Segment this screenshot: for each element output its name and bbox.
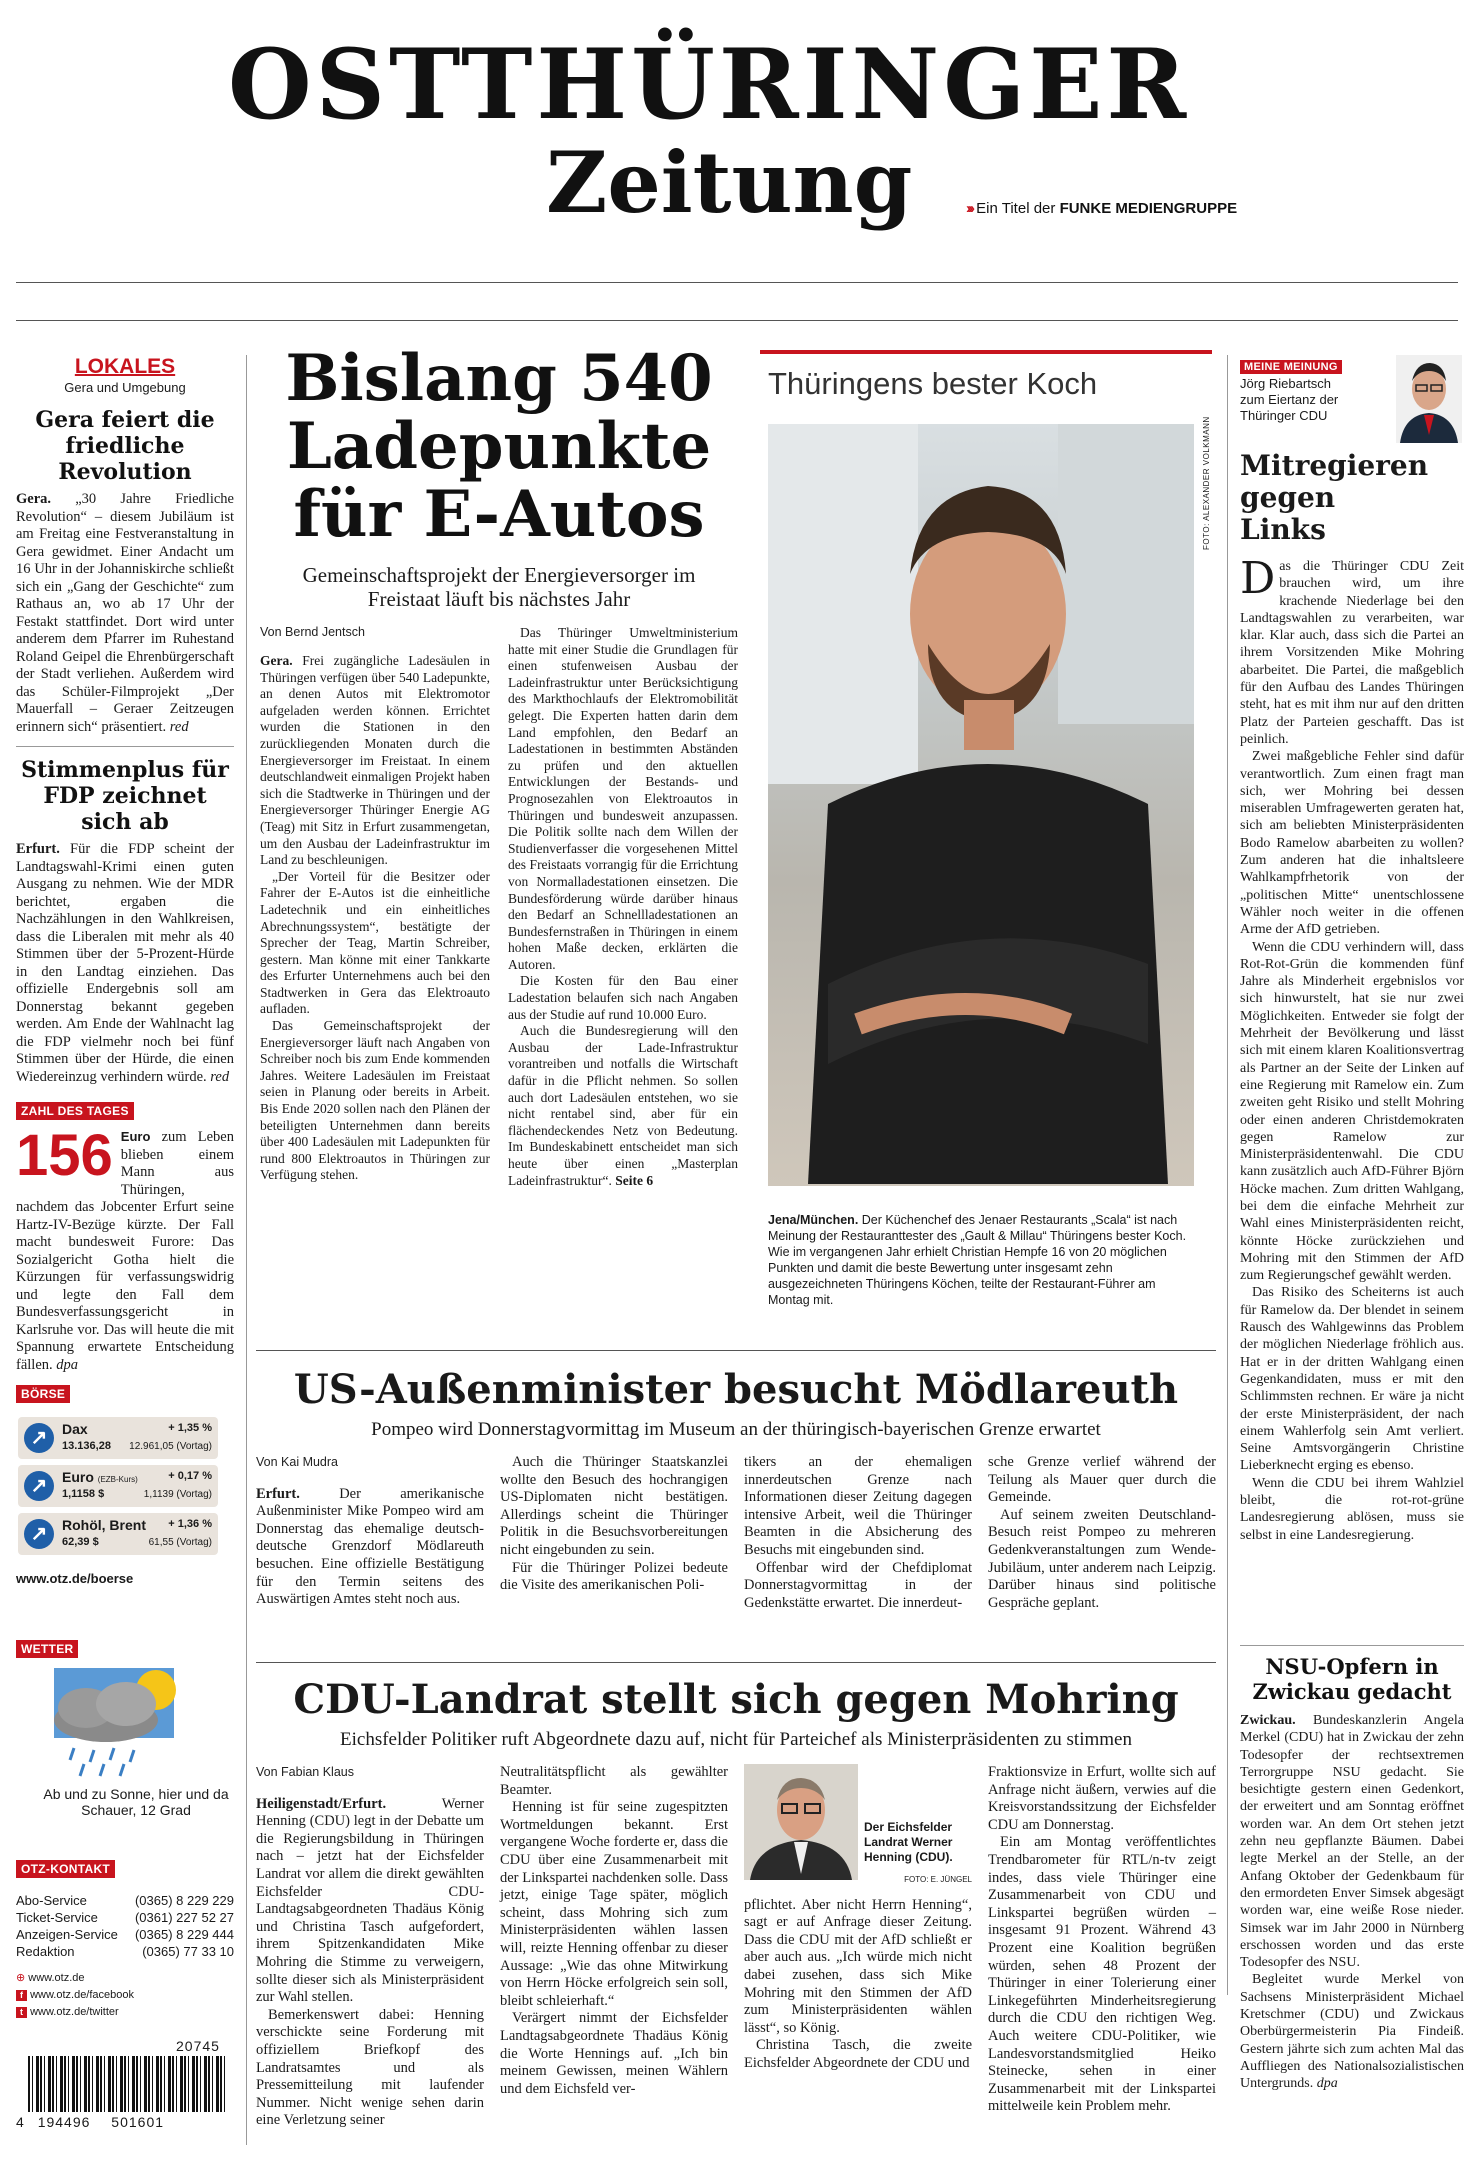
- boerse-tag: BÖRSE: [16, 1385, 70, 1403]
- cdu-col3-p2: Christina Tasch, die zweite Eichsfelder Abgeordnete der CDU und: [744, 2037, 972, 2071]
- barcode: [16, 2038, 234, 2148]
- photo-kicker: Thüringens bester Koch: [768, 366, 1098, 401]
- boerse-link[interactable]: www.otz.de/boerse: [16, 1571, 134, 1586]
- chef-portrait-image: [768, 424, 1194, 1186]
- us-story: [256, 1366, 1216, 1656]
- cdu-story: [256, 1676, 1216, 2146]
- rule-right-column: [1227, 355, 1228, 1995]
- kicker-rule: [760, 350, 1212, 354]
- henning-caption-wrap: [864, 1764, 972, 1889]
- masthead-title-line1: OSTTHÜRINGER: [228, 28, 1191, 141]
- cdu-col-1: [256, 1764, 484, 2130]
- us-col3-p2: Offenbar wird der Chefdiplomat Donnerstagvormittag in der Gedenkstätte erwartet. Die innerdeut-: [744, 1559, 972, 1611]
- kontakt-label: Abo-Service: [16, 1893, 87, 1908]
- section-header: [16, 355, 234, 397]
- cdu-col2-p2: Henning ist für seine zugespitzten Wortmeldungen bekannt. Erst vergangene Woche forderte er, dass die CDU über eine Zusammenarbeit mit der Linkspartei nachdenken solle. Dass jetzt, einige Tage später, möglich scheint, dass Mohring sich zum Ministerpräsidenten wählen lassen will, reizte Henning offenbar zu dieser Aussage: „Wie das ohne Mitwirkung von Herrn Höcke erfolgreich sein soll, bleibt schleierhaft.“: [500, 1799, 728, 2009]
- facebook-link-text: www.otz.de/facebook: [30, 1989, 135, 2001]
- cdu-col1-p1: Werner Henning (CDU) legt in der Debatte um die Regierungsbildung in Thüringen nach – jetzt hat der Eichsfelder Landrat vor allem die direkt gewählten Eichsfelder CDU-Landtagsabgeordneten Thadäus König und Christina Tasch aufgefordert, ihrem Spitzenkandidaten Mike Mohring die Stimme zu verweigern, sollte dieser sich als Ministerpräsident zur Wahl stellen.: [256, 1795, 484, 2006]
- story-fdp-headline: Stimmenplus für FDP zeichnet sich ab: [21, 757, 229, 835]
- henning-credit: FOTO: E. JÜNGEL: [904, 1875, 972, 1884]
- nsu-p2-wrap: [1240, 1971, 1464, 2092]
- nsu-text: [1240, 1712, 1464, 2093]
- lead-headline: [260, 341, 738, 552]
- kontakt-phone[interactable]: (0365) 8 229 229: [134, 1893, 234, 1908]
- caption-text: Der Küchenchef des Jenaer Restaurants „Scala“ ist nach Meinung der Restauranttester des „Gault & Millau“ Thüringens bester Koch. Wie im vergangenen Jahr erhielt Christian Hempfe 16 von 20 möglichen Punkten und damit die beste Bewertung unter insgesamt zehn ausgezeichneten Thüringens Köchen, teilte der Restaurant-Führer am Montag mit.: [768, 1213, 1187, 1307]
- us-col3-p1: tikers an der ehemaligen innerdeutschen Grenze nach Informationen dieser Zeitung dagegen intensive Arbeit, weil die Thüringer Beamten in die Absicherung des Besuchs mit eingebunden sind.: [744, 1454, 972, 1558]
- kontakt-list: [16, 1892, 234, 1960]
- us-col4-p1: sche Grenze verlief während der Teilung als Mauer quer durch die Gemeinde.: [988, 1454, 1216, 1506]
- lead-col2-p1: Das Thüringer Umweltministerium hatte mit einer Studie die Grundlagen für einen stufenweisen Ausbau der Ladeinfrastruktur unter Berücksichtigung des Markthochlaufs der Elektromobilität gelegt. Die Experten hatten darin dem Land empfohlen, den Bedarf an Ladestationen in bestimmten Abständen zu prüfen und den aktuellen Entwicklungen der Bestands- und Prognosezahlen von Elektroautos in Thüringen und bundesweit anzupassen. Die Politik sollte nach dem Willen der Studienverfasser die vorgesehenen Mittel des Freistaats vorrangig für die Errichtung von Normalladestationen einsetzen. Die Bundesförderung würde darüber hinaus den Bedarf an Schnellladestationen an Bundesfernstraßen in Thüringen in einem hohen Maße decken, erklärten die Autoren.: [508, 625, 738, 972]
- arrow-up-icon: ↗: [24, 1519, 54, 1549]
- cdu-story-rule: [256, 1662, 1216, 1663]
- byline: Von Bernd Jentsch: [260, 625, 365, 639]
- dateline: Gera.: [260, 653, 293, 668]
- nsu-headline: NSU-Opfern in Zwickau gedacht: [1252, 1654, 1452, 1704]
- divider: [16, 746, 234, 747]
- zahl-number: 156: [16, 1123, 113, 1188]
- stock-change: + 1,35 %: [168, 1422, 212, 1434]
- web-link[interactable]: [16, 1970, 234, 1987]
- masthead-title-line2: Zeitung: [546, 133, 913, 232]
- lead-col-2: [508, 625, 738, 1189]
- opinion-p1: as die Thüringer CDU Zeit brauchen wird, um ihre krachende Niederlage bei den Landtagswahlen zu verarbeiten, war klar. Klar auch, dass sich die Partei an ihrem Vorsitzenden Mike Mohring abarbeitet. Die Partei, die maßgeblich für den Aufbau des Landes Thüringen steht, hat es mit ihm nur auf den dritten Platz der Parteien geschafft. Das ist peinlich.: [1240, 559, 1464, 747]
- us-subhead: Pompeo wird Donnerstagvormittag im Museum an der thüringisch-bayerischen Grenze erwartet: [371, 1419, 1101, 1440]
- opinion-p3: Wenn die CDU verhindern will, dass Rot-Rot-Grün die kommenden fünf Jahre als Minderheit ergebnislos vor sich hinwurstelt, hat sie nur zwei Möglichkeiten. Entweder sie folgt der Mehrheit der Bevölkerung und lässt sich mit einem klaren Koalitionsvertrag als Partner an der Seite der Linken auf eine Regierung mit Ramelow ein. Zum zweiten geht Risiko und stellt Mohring oder einen anderen Christdemokraten gegen Ramelow zur Ministerpräsidentenwahl. Die CDU kann zusätzlich auch AfD-Führer Björn Höcke machen. Zum dritten Wahlgang, bei dem die einfache Mehrheit zur Wahl eines Ministerpräsidenten reicht, könnte Höcke zurückziehen und Mohring mit den Stimmen der AfD zum Regierungschef gewählt werden.: [1240, 939, 1464, 1284]
- section-title: LOKALES: [74, 355, 176, 378]
- barcode-group-a: 194496: [37, 2114, 91, 2130]
- us-col1-text: Der amerikanische Außenminister Mike Pompeo wird am Donnerstag das ehemalige deutsch-deutsche Grenzdorf Mödlareuth besuchen. Eine offizielle Bestätigung für den Termin seitens des Auswärtigen Amtes steht noch aus.: [256, 1485, 484, 1608]
- stock-change: + 1,36 %: [168, 1518, 212, 1530]
- us-col2-p1: Auch die Thüringer Staatskanzlei wollte den Besuch des hochrangigen US-Diplomaten nicht bestätigen. Allerdings scheint die Thüringer Politik in die Besuchsvorbereitungen nicht eingebunden zu sein.: [500, 1454, 728, 1558]
- stock-name-main: Euro: [62, 1469, 94, 1485]
- nsu-p1: Bundeskanzlerin Angela Merkel (CDU) hat in Zwickau der zehn Todesopfer der rechtsextremen Terrorgruppe NSU gedacht. Sie besichtigte gestern einen Gedenkort, der erweitert und am Sonntag eröffnet worden war. An dem Ort stehen jetzt zehn neu gepflanzte Bäumen. Dabei legte Merkel an der Stelle, an der Anfang Oktober der Gedenkbaum für den ermordeten Enver Simsek abgesägt worden war, eine weiße Rose nieder. Simsek war im Jahr 2000 in Nürnberg erschossen worden und das erste Todesopfer des NSU.: [1240, 1713, 1464, 1971]
- stock-name: [62, 1469, 138, 1485]
- lead-col1-p3: Das Gemeinschaftsprojekt der Energieversorger läuft nach Angaben von Schreiber noch bis zum Ende kommenden Jahres. Weitere Ladesäulen im Freistaat seien in Planung oder bereits in Arbeit. Bis Ende 2020 sollen nach den Plänen der beteiligten Unternehmen dann bereits über 400 Ladesäulen mit Ladepunkten für rund 800 Elektroautos in Thüringen zur Verfügung stehen.: [260, 1018, 490, 1183]
- us-col4-p2: Auf seinem zweiten Deutschland-Besuch reist Pompeo zu mehreren Gedenkveranstaltungen zum Wende-Jubiläum, unter anderem nach Leipzig. Darüber hinaus sind politische Gespräche geplant.: [988, 1506, 1216, 1611]
- dateline: Zwickau.: [1240, 1713, 1296, 1728]
- kontakt-row: [16, 1909, 234, 1926]
- story-gera-text: [16, 491, 234, 736]
- opinion-text: [1240, 553, 1464, 1544]
- publisher-name: FUNKE MEDIENGRUPPE: [1059, 200, 1238, 217]
- cdu-headline: CDU-Landrat stellt sich gegen Mohring: [293, 1676, 1179, 1723]
- kontakt-box: [16, 1858, 234, 2028]
- stock-value: 1,1158 $: [62, 1488, 105, 1500]
- social-links: [16, 1970, 234, 2021]
- cdu-col2-p3: Verärgert nimmt der Eichsfelder Landtagsabgeordnete Thadäus König die Worte Hennings auf. „Ich bin meinem Gewissen, meinen Wählern und dem Eichsfeld ver-: [500, 2010, 728, 2097]
- dateline: Heiligenstadt/Erfurt.: [256, 1795, 387, 1812]
- page-ref-link[interactable]: Seite 6: [615, 1172, 654, 1188]
- author: dpa: [1316, 2076, 1338, 2092]
- cdu-subhead: Eichsfelder Politiker ruft Abgeordnete dazu auf, nicht für Parteichef als Ministerpräsidenten zu stimmen: [340, 1729, 1132, 1750]
- cdu-col3-p1: pflichtet. Aber nicht Herrn Henning“, sagt er auf Anfrage dieser Zeitung. Dass die CDU mit der AfD schließt er aber auch aus. „Ich würde mich nicht dabei zusehen, dass sich Mike Mohring mit den Stimmen der AfD zum Ministerpräsidenten wählen lässt“, so König.: [744, 1896, 972, 2036]
- twitter-link[interactable]: [16, 2004, 234, 2021]
- zahl-lead: zum Leben blieben einem Mann aus Thüringen, nachdem das Jobcenter Erfurt seine Hartz-IV-Bezüge kürzte. Der Fall macht bundesweit Furore: Das Sozialgericht Gotha hielt die Kürzungen für verfassungswidrig und legte den Fall dem Bundesverfassungsgericht in Karlsruhe vor. Das will heute die mit Spannung erwartete Entscheidung fällen.: [16, 1129, 234, 1373]
- us-col2-p2: Für die Thüringer Polizei bedeute die Visite des amerikanischen Poli-: [500, 1559, 728, 1594]
- byline: Von Kai Mudra: [256, 1455, 338, 1469]
- facebook-link[interactable]: [16, 1987, 234, 2004]
- facebook-icon: f: [16, 1990, 27, 2001]
- lead-col1-text: [260, 653, 490, 1184]
- boerse-box: [0, 1385, 240, 1615]
- zahl-text: [16, 1123, 234, 1374]
- arrow-up-icon: ↗: [24, 1471, 54, 1501]
- kontakt-label: Redaktion: [16, 1944, 75, 1959]
- lead-col-1: [260, 625, 490, 1189]
- opinion-tag: MEINE MEINUNG: [1240, 360, 1342, 374]
- byline: Von Fabian Klaus: [256, 1765, 354, 1779]
- barcode-digits: [16, 2114, 164, 2130]
- dateline: Erfurt.: [256, 1485, 300, 1502]
- publisher-prefix: Ein Titel der: [976, 200, 1056, 217]
- cdu-col4-p1: Fraktionsvize in Erfurt, wollte sich auf Anfrage nicht äußern, verwies auf die Kreisvorstandssitzung der Eichsfelder CDU am Donnerstag.: [988, 1764, 1216, 1833]
- kontakt-tag: OTZ-KONTAKT: [16, 1860, 115, 1878]
- author: dpa: [56, 1356, 79, 1373]
- masthead: [0, 0, 1478, 270]
- us-headline: US-Außenminister besucht Mödlareuth: [293, 1366, 1179, 1413]
- us-columns: [256, 1454, 1216, 1612]
- masthead-rule-bottom: [16, 320, 1458, 321]
- kontakt-row: [16, 1943, 234, 1960]
- lead-headline-line: Bislang 540: [285, 341, 713, 416]
- chef-photo: [768, 424, 1194, 1186]
- twitter-link-text: www.otz.de/twitter: [30, 2006, 119, 2018]
- us-col-3: [744, 1454, 972, 1612]
- wetter-text: Ab und zu Sonne, hier und da Schauer, 12 Grad: [43, 1786, 229, 1818]
- photo-story: [760, 350, 1212, 1320]
- dropcap: D: [1240, 553, 1276, 604]
- kontakt-label: Anzeigen-Service: [16, 1927, 118, 1942]
- opinion-author-info: [1240, 376, 1390, 424]
- cdu-col-3: [744, 1764, 972, 2130]
- twitter-icon: t: [16, 2007, 27, 2018]
- nsu-p2: Begleitet wurde Merkel von Sachsens Ministerpräsident Michael Kretschmer (CDU) und Zwickaus Oberbürgermeisterin Pia Findeiß. Gestern jährte sich zum achten Mal das Auffliegen des Nationalsozialistischen Untergrunds.: [1240, 1972, 1464, 2092]
- cdu-col-4: [988, 1764, 1216, 2130]
- stock-row-brent: [18, 1513, 218, 1555]
- henning-portrait-image: [744, 1764, 858, 1880]
- lead-columns: [260, 625, 738, 1189]
- wetter-tag: WETTER: [16, 1640, 78, 1658]
- opinion-p4: Das Risiko des Scheiterns ist auch für Ramelow da. Der blendet in seinem Rausch des Wahlgewinns das Problem der möglichen Niederlage fröhlich aus. Hat er in der dritten Wahlgang einen Gegenkandidaten, muss er mit den Schlimmsten rechnen. Er wäre ja nicht der erste Ministerpräsident, der nach einem Wahlerfolg sein Amt verliert. Seine Amtsvorgängerin Christine Lieberknecht erging es ebenso.: [1240, 1285, 1464, 1474]
- cdu-columns: [256, 1764, 1216, 2130]
- zahl-des-tages: [16, 1100, 234, 1374]
- globe-icon: ⊕: [16, 1972, 26, 1984]
- barcode-lead: 4: [16, 2114, 25, 2130]
- lead-col1-p1: Frei zugängliche Ladesäulen in Thüringen verfügen über 540 Ladepunkte, an denen Autos mit Elektromotor aufgeladen werden können. Errichtet wurden die Stationen in den zurückliegenden Monaten durch die Energieversorger im Freistaat. In einem deutschlandweit einmaligen Projekt haben sich die Stadtwerke in Thüringen und der Energieversorger Thüringer Energie AG (Teag) mit Sitz in Erfurt zusammengetan, um den Ausbau der Ladeinfrastruktur im Land zu beschleunigen.: [260, 653, 490, 868]
- stock-name: Rohöl, Brent: [62, 1517, 146, 1533]
- story-gera-headline: Gera feiert die friedliche Revolution: [35, 407, 215, 485]
- section-subtitle: Gera und Umgebung: [64, 380, 186, 395]
- kontakt-row: [16, 1892, 234, 1909]
- opinion-author: Jörg Riebartsch: [1240, 376, 1332, 391]
- zahl-tag: ZAHL DES TAGES: [16, 1102, 134, 1120]
- lead-col1-p2: „Der Vorteil für die Besitzer oder Fahrer der E-Autos ist die einheitliche Ladetechnik und ein einheitliches Abrechnungssystem“, bestätigte der Sprecher der Teag, Martin Schreiber, gestern. Man könne mit einer Tankkarte des Erfurter Unternehmens auch bei den Stadtwerken in Gera das Elektroauto aufladen.: [260, 868, 490, 1017]
- stock-row-dax: [18, 1417, 218, 1459]
- dateline: Gera.: [16, 491, 52, 507]
- kontakt-phone[interactable]: (0365) 8 229 444: [134, 1927, 234, 1942]
- us-col-1: [256, 1454, 484, 1612]
- kontakt-phone[interactable]: (0361) 227 52 27: [134, 1910, 234, 1925]
- wetter-box: [16, 1638, 234, 1838]
- photo-credit: FOTO: ALEXANDER VOLKMANN: [1202, 416, 1211, 550]
- stock-name: Dax: [62, 1421, 88, 1437]
- stock-prev: 1,1139 (Vortag): [143, 1489, 212, 1500]
- lead-story: [260, 341, 738, 1345]
- story-body: „30 Jahre Friedliche Revolution“ – diesem Jubiläum ist am Freitag eine Festveranstaltung in Gera gewidmet. Einer Andacht um 16 Uhr in der Johanniskirche schließt sich ein „Gang der Geschichte“ zum Rathaus an, wo ab 17 Uhr der Festakt stattfindet. Dort wird unter anderem dem Pfarrer im Ruhestand Roland Geipel die Ehrenbürgerschaft der Stadt verliehen. Außerdem wird das Schüler-Filmprojekt „Der Mauerfall – Geraer Zeitzeugen erinnern sich“ präsentiert.: [16, 491, 234, 735]
- cdu-col4-p2: Ein am Montag veröffentlichtes Trendbarometer für RTL/n-tv zeigt indes, dass viele Thüringer eine Zusammenarbeit von CDU und Linkspartei begrüßen würden – insgesamt 91 Prozent. Während 43 Prozent eine Koalition begrüßen würden, sehen 48 Prozent der Thüringer in einer Tolerierung einer Linkegeführten Minderheitsregierung durch die CDU den richtigen Weg. Auch weitere CDU-Politiker, wie Landesvorstandsmitglied Heiko Steinecke, sehen in einer Zusammenarbeit mit der Linkspartei mittelweile kein Problem mehr.: [988, 1834, 1216, 2115]
- stock-prev: 12.961,05 (Vortag): [129, 1441, 212, 1452]
- stock-value: 62,39 $: [62, 1536, 99, 1548]
- opinion-headline: Mitregieren gegen Links: [1240, 449, 1429, 546]
- arrow-up-icon: ↗: [24, 1423, 54, 1453]
- web-link-text: www.otz.de: [28, 1972, 85, 1984]
- barcode-addon-number: 20745: [176, 2038, 220, 2054]
- kontakt-label: Ticket-Service: [16, 1910, 98, 1925]
- author-avatar: [1396, 355, 1462, 443]
- publisher-line: [966, 200, 1237, 217]
- publisher-arrows-icon: ›››: [966, 200, 972, 217]
- story-body: Für die FDP scheint der Landtagswahl-Krimi einen guten Ausgang zu nehmen. Wie der MDR berichtet, ergaben die Nachzählungen in den Wahlkreisen, dass die Liberalen mit mehr als 40 Stimmen über der 5-Prozent-Hürde in den Landtag einziehen. Das offizielle Endergebnis soll am Donnerstag bekannt gegeben werden. Am Ende der Wahlnacht lag die FDP vielmehr noch bei fünf Stimmen über der Hürde, die einen Wiedereinzug verhindern würde.: [16, 841, 234, 1085]
- barcode-bars: [28, 2056, 228, 2112]
- kontakt-phone[interactable]: (0365) 77 33 10: [142, 1944, 234, 1959]
- cdu-col1-p2: Bemerkenswert dabei: Henning verschickte seine Forderung mit offiziellem Briefkopf des Landratsamtes und als Pressemitteilung mit laufender Nummer. Nicht wenige sehen darin eine Verletzung seiner: [256, 2006, 484, 2129]
- stock-name-sub: (EZB-Kurs): [97, 1475, 138, 1484]
- author: red: [210, 1068, 230, 1085]
- opinion-topic: zum Eiertanz der Thüringer CDU: [1240, 392, 1339, 423]
- stock-value: 13.136,28: [62, 1440, 111, 1452]
- stock-prev: 61,55 (Vortag): [148, 1537, 212, 1548]
- cdu-col-2: [500, 1764, 728, 2130]
- nsu-story: [1240, 1654, 1464, 2144]
- henning-photo-block: [744, 1764, 972, 1889]
- lead-subhead: Gemeinschaftsprojekt der Energieversorger im Freistaat läuft bis nächstes Jahr: [302, 563, 696, 611]
- nsu-rule: [1240, 1645, 1464, 1646]
- story-fdp-text: [16, 841, 234, 1086]
- dateline: Erfurt.: [16, 841, 60, 857]
- weather-sun-cloud-rain-icon: [44, 1668, 204, 1778]
- masthead-rule-top: [16, 282, 1458, 283]
- lead-headline-line: für E-Autos: [293, 477, 705, 552]
- us-story-rule: [256, 1350, 1216, 1351]
- opinion-p5: Wenn die CDU bei ihrem Wahlziel bleibt, die rot-rot-grüne Landesregierung ablösen, muss sie selbst in eine Landesregierung.: [1240, 1475, 1464, 1543]
- lead-col2-p2: Die Kosten für den Bau einer Ladestation belaufen sich nach Angaben aus der Studie auf rund 10.000 Euro.: [508, 973, 738, 1022]
- author: red: [169, 718, 189, 735]
- photo-caption: [768, 1212, 1194, 1308]
- rule-left-column: [246, 355, 247, 2145]
- lead-col2-p3-text: Auch die Bundesregierung will den Ausbau der Lade-Infrastruktur vorantreiben und notfalls die Wirtschaft dafür in die Pflicht nehmen. So sollen auch dort Ladesäulen entstehen, wo sie nicht rentabel sind, aber für ein flächendeckendes Netz von Bedeutung. Im Bundeskabinett entscheidet man sich heute über einen „Masterplan Ladeinfrastruktur“.: [508, 1023, 738, 1188]
- lead-col2-p3: [508, 1023, 738, 1189]
- stock-row-euro: [18, 1465, 218, 1507]
- opinion-p2: Zwei maßgebliche Fehler sind dafür verantwortlich. Zum einen fragt man sich, wer Mohring bei dessen miserablen Umfragewerten geraten hat, sich am beliebten Ministerpräsidenten Bodo Ramelow abarbeiten zu wollen? Zum anderen hat die inhaltsleere Wahlkampfrhetorik von der „politischen Mitte“ unentschlossene Wähler noch weiter in die offenen Arme der AfD getrieben.: [1240, 749, 1464, 938]
- henning-caption: Der Eichsfelder Landrat Werner Henning (CDU).: [864, 1820, 953, 1864]
- us-col-2: [500, 1454, 728, 1612]
- caption-dateline: Jena/München.: [768, 1213, 859, 1227]
- opinion-column: [1240, 355, 1464, 1635]
- cdu-col2-p1: Neutralitätspflicht als gewählter Beamter.: [500, 1764, 728, 1798]
- barcode-group-b: 501601: [111, 2114, 165, 2130]
- us-col-4: [988, 1454, 1216, 1612]
- zahl-unit: Euro: [120, 1129, 151, 1144]
- kontakt-row: [16, 1926, 234, 1943]
- stock-change: + 0,17 %: [168, 1470, 212, 1482]
- lead-headline-line: Ladepunkte: [286, 409, 712, 484]
